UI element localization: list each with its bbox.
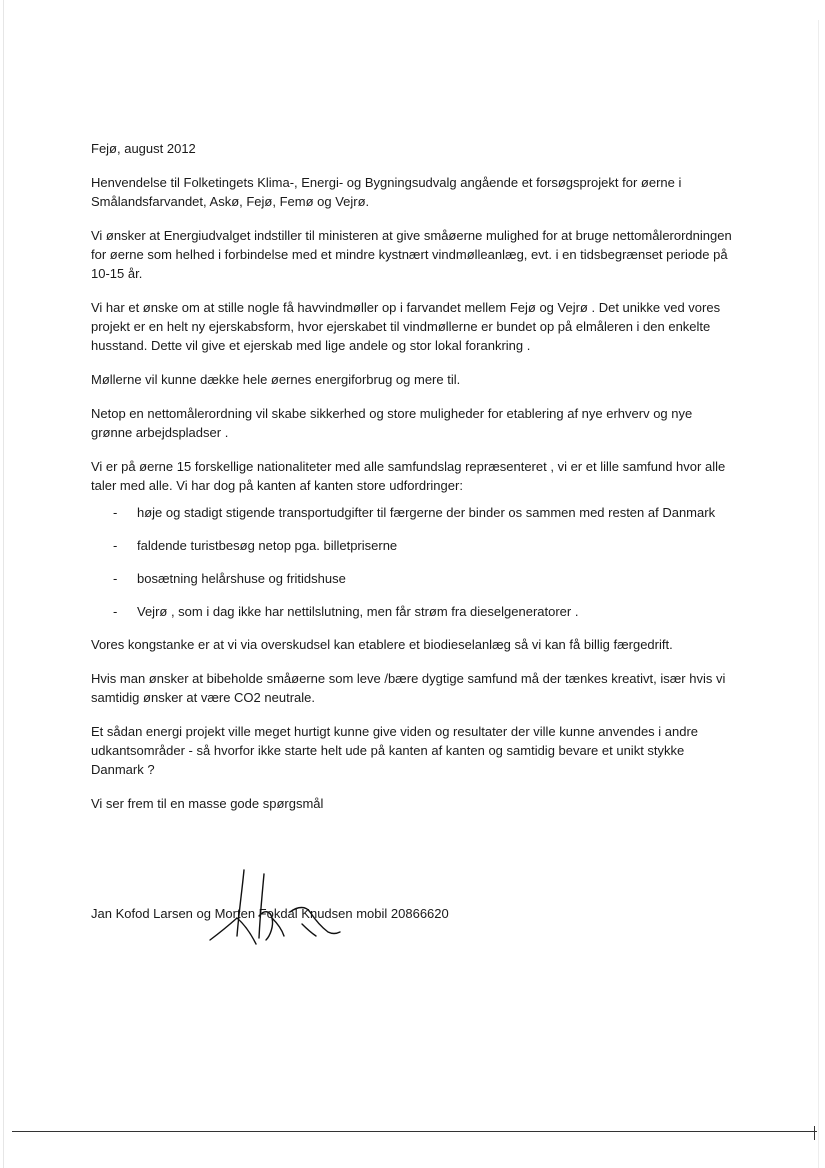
- bullet-dash: -: [113, 538, 118, 553]
- bullet-dash: -: [113, 604, 118, 619]
- bottom-rule: [12, 1131, 817, 1132]
- bullet-dash: -: [113, 571, 118, 586]
- paragraph-challenges-intro: Vi er på øerne 15 forskellige nationaliteter med alle samfundslag repræsenteret , vi er et lille samfund hvor alle taler med alle. Vi har dog på kanten af kanten store udfordringer:: [91, 459, 726, 493]
- corner-tick: [814, 1126, 815, 1140]
- list-item: [91, 503, 736, 522]
- list-item: [91, 569, 736, 588]
- handwritten-signature: [206, 866, 346, 951]
- signature-line: Jan Kofod Larsen og Morten Fokdal Knudsen mobil 20866620: [91, 906, 449, 921]
- letter-subject: Henvendelse til Folketingets Klima-, Energi- og Bygningsudvalg angående et forsøgsprojekt for øerne i Smålandsfarvandet, Askø, Fejø, Femø og Vejrø.: [91, 175, 682, 209]
- paragraph-wind-turbines: Vi har et ønske om at stille nogle få havvindmøller op i farvandet mellem Fejø og Vejrø . Det unikke ved vores projekt er en helt ny ejerskabsform, hvor ejerskabet til vindmøllerne er bundet op på elmåleren i den enkelte husstand. Dette vil give et ejerskab med lige andele og stor lokal forankring .: [91, 300, 721, 353]
- list-item: [91, 536, 736, 555]
- paragraph-biodiesel: Vores kongstanke er at vi via overskudsel kan etablere et biodieselanlæg så vi kan få billig færgedrift.: [91, 637, 673, 652]
- paragraph-closing: Vi ser frem til en masse gode spørgsmål: [91, 796, 324, 811]
- letter-body: [91, 139, 736, 828]
- list-item-text: bosætning helårshuse og fritidshuse: [137, 571, 346, 586]
- letter-date: Fejø, august 2012: [91, 141, 196, 156]
- bullet-dash: -: [113, 505, 118, 520]
- list-item-text: faldende turistbesøg netop pga. billetpriserne: [137, 538, 398, 553]
- list-item-text: høje og stadigt stigende transportudgifter til færgerne der binder os sammen med resten af Danmark: [137, 505, 716, 520]
- list-item-text: Vejrø , som i dag ikke har nettilslutning, men får strøm fra dieselgeneratorer .: [137, 604, 579, 619]
- scan-edge-left: [3, 0, 4, 1168]
- paragraph-request: Vi ønsker at Energiudvalget indstiller til ministeren at give småøerne mulighed for at bruge nettomålerordningen for øerne som helhed i forbindelse med et mindre kystnært vindmølleanlæg, evt. i en tidsbegrænset periode på 10-15 år.: [91, 228, 732, 281]
- list-item: [91, 602, 736, 621]
- scan-edge-right: [818, 20, 819, 1168]
- paragraph-net-metering: Netop en nettomålerordning vil skabe sikkerhed og store muligheder for etablering af nye erhverv og nye grønne arbejdspladser .: [91, 406, 693, 440]
- challenges-list: [91, 503, 736, 621]
- paragraph-energy-project: Et sådan energi projekt ville meget hurtigt kunne give viden og resultater der ville kunne anvendes i andre udkantsområder - så hvorfor ikke starte helt ude på kanten af kanten og samtidig bevare et unikt stykke Danmark ?: [91, 724, 699, 777]
- paragraph-co2-neutral: Hvis man ønsker at bibeholde småøerne som leve /bære dygtige samfund må der tænkes kreativt, især hvis vi samtidig ønsker at være CO2 neutrale.: [91, 671, 726, 705]
- paragraph-energy-consumption: Møllerne vil kunne dække hele øernes energiforbrug og mere til.: [91, 372, 461, 387]
